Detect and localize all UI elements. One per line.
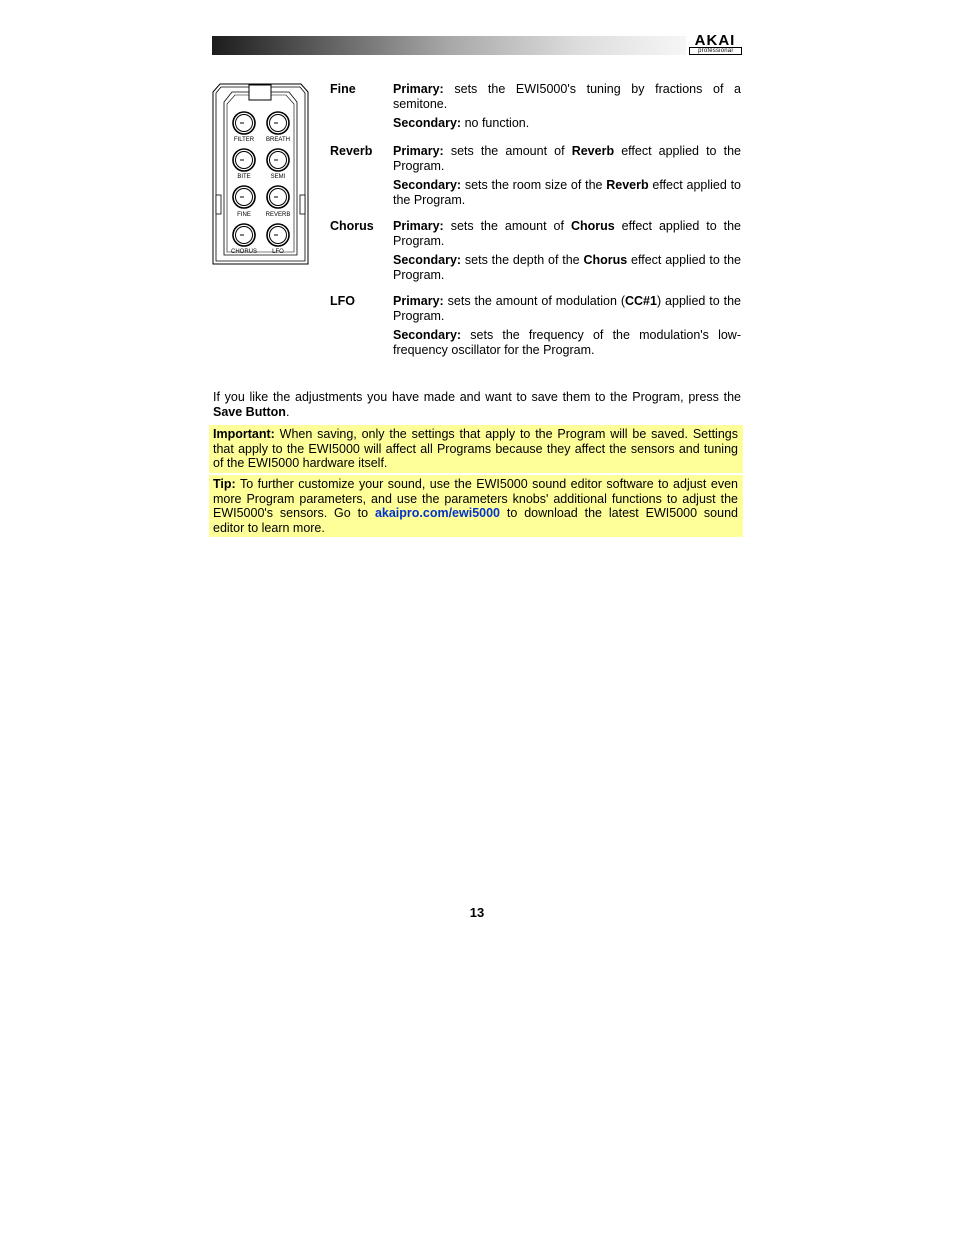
term-fine: Fine xyxy=(330,82,356,96)
fine-primary: Primary: sets the EWI5000's tuning by fractions of a semitone. xyxy=(393,82,741,111)
reverb-primary: Primary: sets the amount of Reverb effect applied to the Program. xyxy=(393,144,741,173)
logo-brand: AKAI xyxy=(694,32,736,49)
important-note: Important: When saving, only the settings that apply to the Program will be saved. Settings that apply to the EWI5000 will affect all Programs because they affect the sensors and tuning of the EWI5000 hardware itself. xyxy=(209,425,743,473)
save-paragraph: If you like the adjustments you have made and want to save them to the Program, press the Save Button. xyxy=(213,390,741,419)
term-chorus: Chorus xyxy=(330,219,374,233)
page-number: 13 xyxy=(469,905,485,920)
logo-subtitle: professional xyxy=(689,47,742,55)
definition-fine xyxy=(330,82,741,144)
knob-definitions xyxy=(330,82,741,369)
reverb-secondary: Secondary: sets the room size of the Reverb effect applied to the Program. xyxy=(393,178,741,207)
knob-fine xyxy=(233,186,255,208)
knob-label-fine: FINE xyxy=(237,212,251,218)
akaipro-link[interactable]: akaipro.com/ewi5000 xyxy=(374,506,501,521)
tip-note: Tip: To further customize your sound, use the EWI5000 sound editor software to adjust even more Program parameters, and use the parameters knobs' additional functions to adjust the EWI5000's sensors. Go to akaipro.com/ewi5000 to download the latest EWI5000 sound editor to learn more. xyxy=(209,475,743,537)
knob-label-semi: SEMI xyxy=(270,174,286,180)
header-gradient-bar xyxy=(212,36,686,55)
lfo-primary: Primary: sets the amount of modulation (CC#1) applied to the Program. xyxy=(393,294,741,323)
knob-breath xyxy=(267,112,289,134)
knob-label-filter: FILTER xyxy=(233,137,255,143)
chorus-secondary: Secondary: sets the depth of the Chorus effect applied to the Program. xyxy=(393,253,741,282)
knob-label-chorus: CHORUS xyxy=(230,249,258,255)
knob-chorus xyxy=(233,224,255,246)
knob-filter xyxy=(233,112,255,134)
knob-label-lfo: LFO xyxy=(272,249,284,255)
term-lfo: LFO xyxy=(330,294,355,308)
knob-lfo xyxy=(267,224,289,246)
lfo-secondary: Secondary: sets the frequency of the modulation's low-frequency oscillator for the Program. xyxy=(393,328,741,357)
knob-semi xyxy=(267,149,289,171)
term-reverb: Reverb xyxy=(330,144,373,158)
definition-lfo xyxy=(330,294,741,369)
knob-bite xyxy=(233,149,255,171)
fine-secondary: Secondary: no function. xyxy=(393,116,530,130)
knob-label-bite: BITE xyxy=(237,174,251,180)
definition-chorus xyxy=(330,219,741,294)
knob-label-reverb: REVERB xyxy=(265,212,291,218)
knob-reverb xyxy=(267,186,289,208)
definition-reverb xyxy=(330,144,741,219)
akai-logo xyxy=(688,32,742,55)
chorus-primary: Primary: sets the amount of Chorus effect applied to the Program. xyxy=(393,219,741,248)
knob-panel-illustration xyxy=(212,83,309,265)
knob-label-breath: BREATH xyxy=(266,137,290,143)
